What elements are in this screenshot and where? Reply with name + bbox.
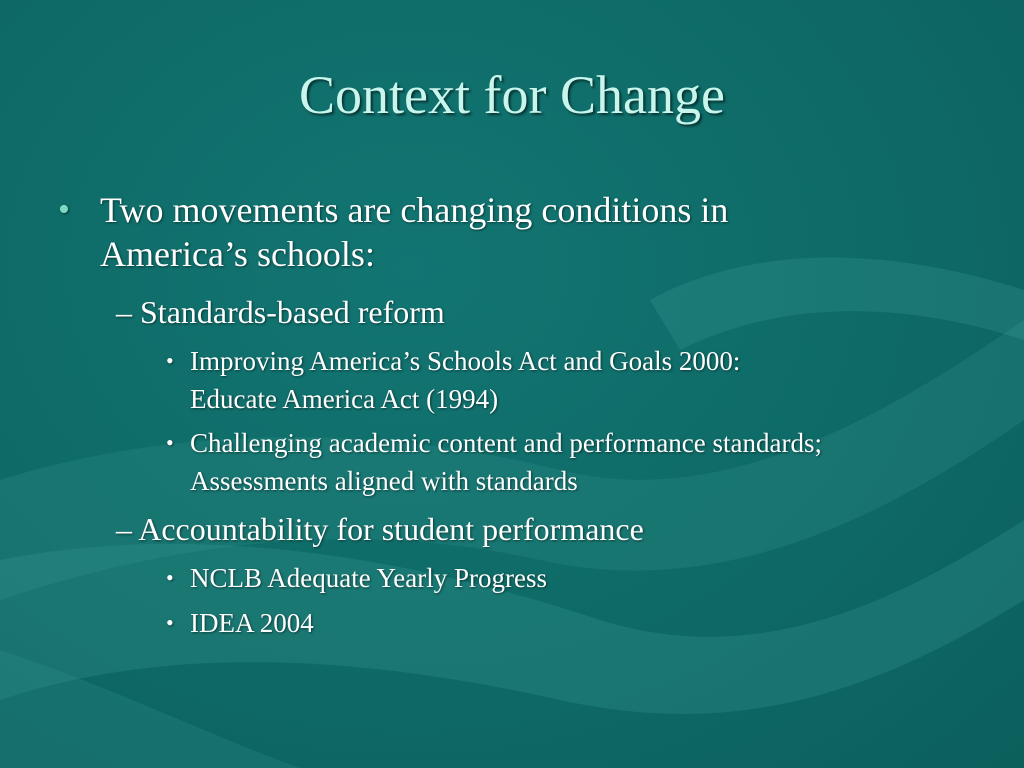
list-item-challenging-standards (166, 424, 990, 500)
sub-bullet-standards: – Standards-based reform (116, 294, 445, 330)
sub-bullet-accountability: – Accountability for student performance (116, 511, 644, 547)
bullet-icon: • (166, 348, 174, 373)
list-item-line-1: Challenging academic content and performance standards; (190, 428, 822, 458)
bullet-icon: • (166, 565, 174, 590)
list-item-line-2: Assessments aligned with standards (190, 466, 578, 496)
main-bullet (58, 188, 960, 276)
list-item-line-1: NCLB Adequate Yearly Progress (190, 563, 547, 593)
bullet-icon: • (58, 191, 70, 228)
list-item-idea (166, 604, 990, 642)
list-item-line-2: Educate America Act (1994) (190, 384, 499, 414)
slide-title: Context for Change (299, 65, 725, 125)
bullet-icon: • (166, 430, 174, 455)
list-item-line-1: IDEA 2004 (190, 608, 314, 638)
main-bullet-line-2: America’s schools: (100, 234, 375, 274)
list-item-line-1: Improving America’s Schools Act and Goals 2000: (190, 346, 741, 376)
list-item-nclb (166, 559, 990, 597)
main-bullet-line-1: Two movements are changing conditions in (100, 190, 729, 230)
bullet-icon: • (166, 610, 174, 635)
list-item-improving-americas-schools (166, 342, 990, 418)
